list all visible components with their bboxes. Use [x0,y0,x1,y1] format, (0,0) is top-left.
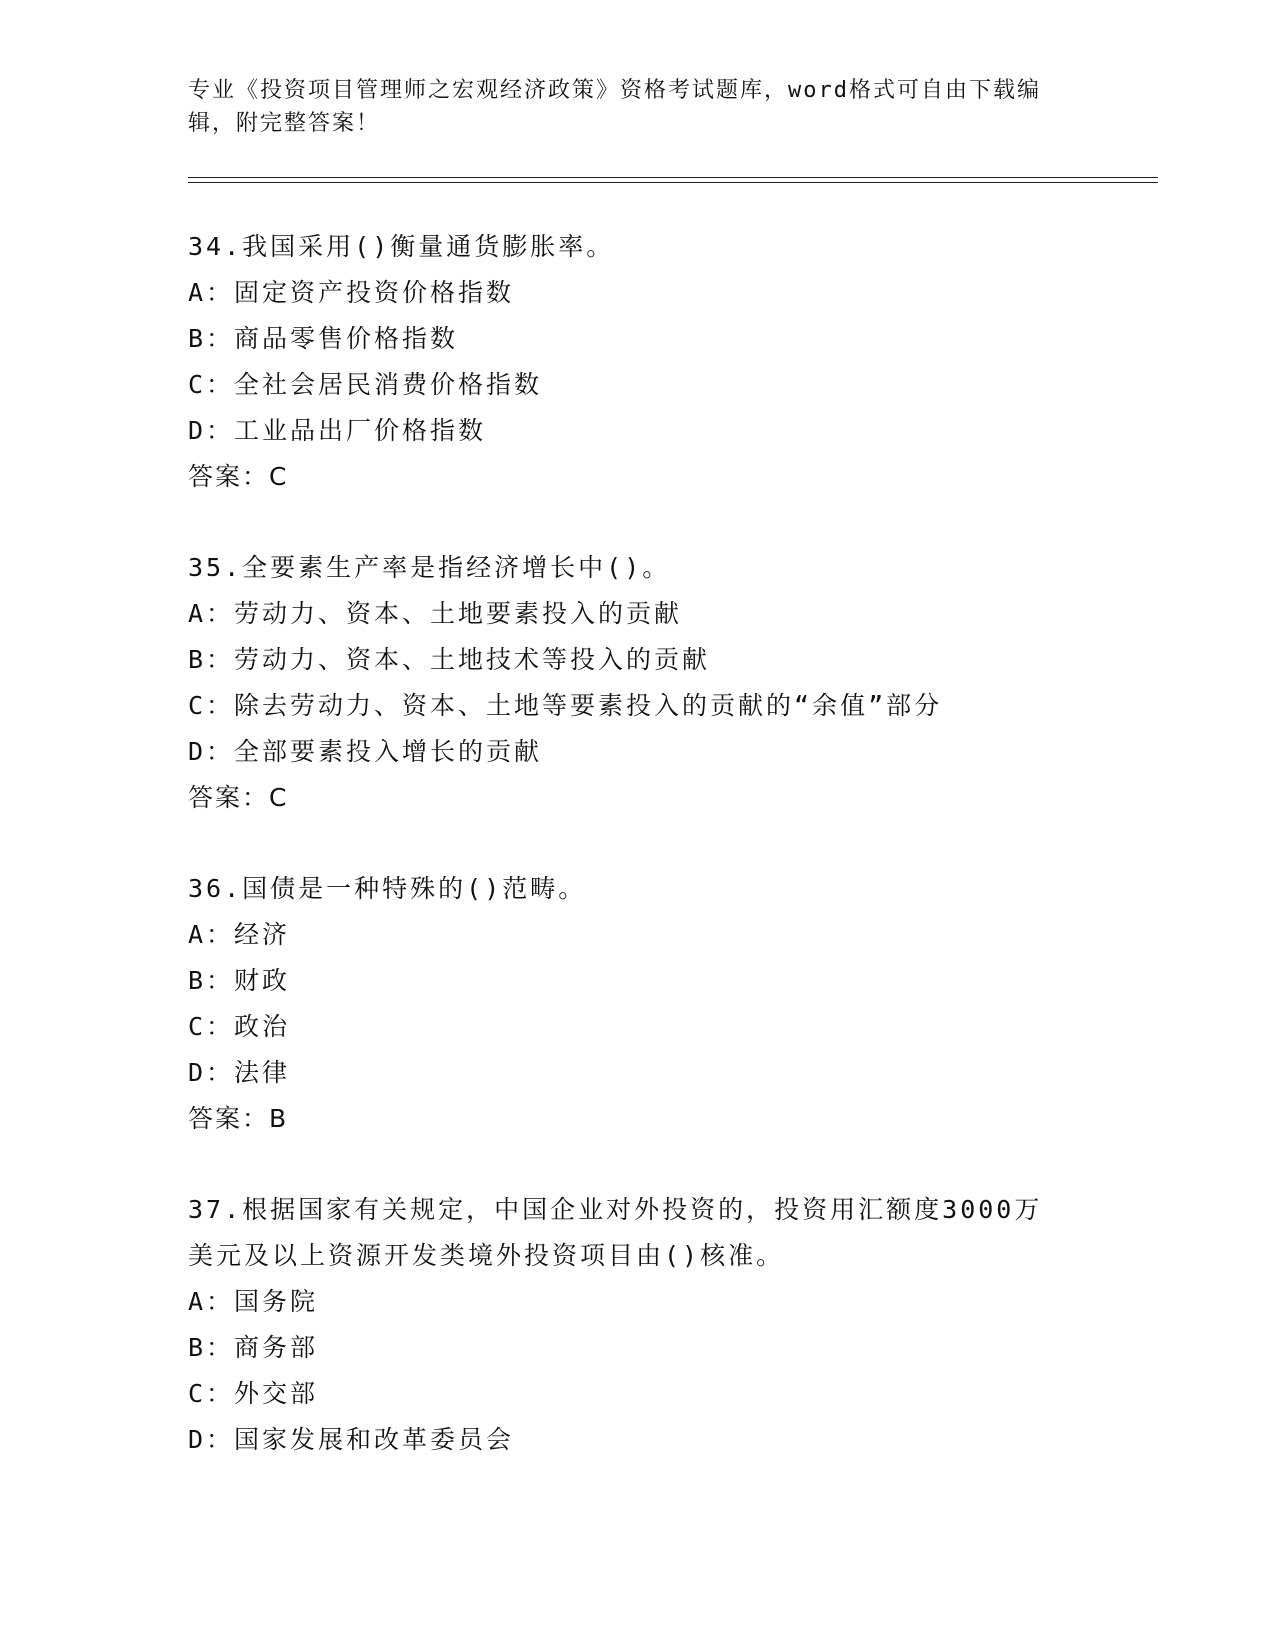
option-a: A：经济 [188,920,291,949]
question-stem-line-2: 美元及以上资源开发类境外投资项目由()核准。 [188,1241,785,1270]
header-divider-top [188,177,1158,178]
option-a: A：国务院 [188,1287,319,1316]
answer: 答案：C [188,783,289,812]
question-36 [188,866,1088,1142]
option-c: C：全社会居民消费价格指数 [188,370,543,399]
option-b: B：财政 [188,966,291,995]
option-a: A：劳动力、资本、土地要素投入的贡献 [188,599,683,628]
question-34 [188,224,1088,500]
option-b: B：劳动力、资本、土地技术等投入的贡献 [188,645,711,674]
document-header [188,74,1088,140]
option-c: C：除去劳动力、资本、土地等要素投入的贡献的“余值”部分 [188,691,943,720]
option-d: D：全部要素投入增长的贡献 [188,737,543,766]
question-stem: 35.全要素生产率是指经济增长中()。 [188,553,671,582]
option-c: C：外交部 [188,1379,319,1408]
header-divider-bottom [188,182,1158,183]
answer: 答案：C [188,462,289,491]
option-d: D：国家发展和改革委员会 [188,1425,515,1454]
question-stem-line-1: 37.根据国家有关规定，中国企业对外投资的，投资用汇额度3000万 [188,1195,1043,1224]
question-35 [188,545,1088,821]
header-line-1: 专业《投资项目管理师之宏观经济政策》资格考试题库，word格式可自由下载编 [188,78,1041,103]
option-d: D：法律 [188,1058,291,1087]
answer: 答案：B [188,1104,289,1133]
option-b: B：商品零售价格指数 [188,324,459,353]
question-stem: 34.我国采用()衡量通货膨胀率。 [188,232,615,261]
option-a: A：固定资产投资价格指数 [188,278,515,307]
question-stem: 36.国债是一种特殊的()范畴。 [188,874,587,903]
question-37 [188,1187,1088,1463]
header-line-2: 辑，附完整答案！ [188,111,381,136]
option-d: D：工业品出厂价格指数 [188,416,487,445]
option-b: B：商务部 [188,1333,319,1362]
option-c: C：政治 [188,1012,291,1041]
